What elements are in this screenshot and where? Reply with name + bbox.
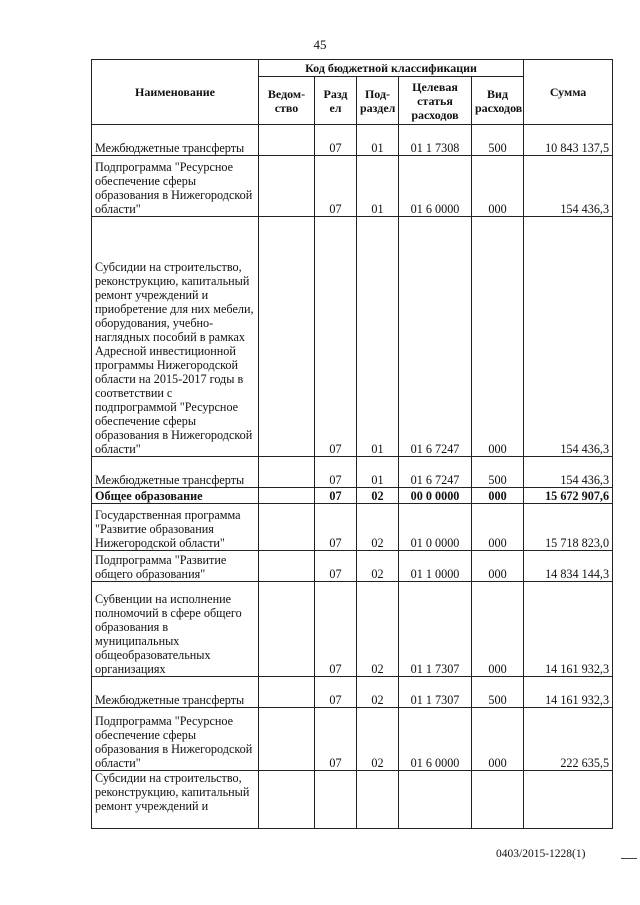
row-podrazdel-cell: 02 <box>357 582 399 677</box>
row-razdel-cell <box>315 771 357 829</box>
row-name-cell: Общее образование <box>92 488 259 504</box>
row-target-article-cell <box>399 771 472 829</box>
row-razdel-cell: 07 <box>315 217 357 457</box>
row-expense-type-cell: 500 <box>472 125 524 156</box>
row-podrazdel-cell: 01 <box>357 457 399 488</box>
row-podrazdel-cell: 02 <box>357 708 399 771</box>
table-row <box>92 771 613 829</box>
row-vedomstvo-cell <box>259 771 315 829</box>
row-podrazdel-cell: 01 <box>357 125 399 156</box>
row-razdel-cell: 07 <box>315 504 357 551</box>
row-sum-cell <box>524 771 613 829</box>
row-name-cell: Субсидии на строительство, реконструкцию, капитальный ремонт учреждений и приобретение для них мебели, оборудования, учебно-наглядных пособий в рамках Адресной инвестиционной программы Нижегородской области на 2015-2017 годы в соответствии с подпрограммой "Ресурсное обеспечение сферы образования в Нижегородской области" <box>92 217 259 457</box>
row-name-cell: Государственная программа "Развитие образования Нижегородской области" <box>92 504 259 551</box>
row-sum-cell: 15 718 823,0 <box>524 504 613 551</box>
row-expense-type-cell: 500 <box>472 457 524 488</box>
header-sum: Сумма <box>524 60 613 125</box>
row-target-article-cell: 01 1 7307 <box>399 582 472 677</box>
row-sum-cell: 154 436,3 <box>524 457 613 488</box>
row-expense-type-cell: 000 <box>472 582 524 677</box>
row-target-article-cell: 01 1 7307 <box>399 677 472 708</box>
header-podrazdel: Под-раздел <box>357 77 399 125</box>
row-target-article-cell: 01 6 0000 <box>399 156 472 217</box>
row-sum-cell: 14 834 144,3 <box>524 551 613 582</box>
corner-dash <box>621 858 637 859</box>
row-razdel-cell: 07 <box>315 125 357 156</box>
row-razdel-cell: 07 <box>315 156 357 217</box>
row-expense-type-cell: 000 <box>472 708 524 771</box>
table-row <box>92 708 613 771</box>
table-row <box>92 551 613 582</box>
row-podrazdel-cell: 02 <box>357 488 399 504</box>
row-name-cell: Субсидии на строительство, реконструкцию, капитальный ремонт учреждений и <box>92 771 259 829</box>
header-classification-group: Код бюджетной классификации <box>259 60 524 77</box>
row-expense-type-cell: 000 <box>472 551 524 582</box>
row-expense-type-cell: 500 <box>472 677 524 708</box>
table-row <box>92 504 613 551</box>
row-razdel-cell: 07 <box>315 488 357 504</box>
budget-table <box>91 59 613 829</box>
page-number: 45 <box>313 37 327 52</box>
row-target-article-cell: 01 6 7247 <box>399 217 472 457</box>
row-podrazdel-cell: 01 <box>357 217 399 457</box>
table-row <box>92 156 613 217</box>
row-name-cell: Межбюджетные трансферты <box>92 677 259 708</box>
table-row <box>92 582 613 677</box>
table-row <box>92 677 613 708</box>
header-target-article: Целевая статья расходов <box>399 77 472 125</box>
row-name-cell: Межбюджетные трансферты <box>92 125 259 156</box>
row-sum-cell: 14 161 932,3 <box>524 582 613 677</box>
header-expense-type: Вид расходов <box>472 77 524 125</box>
row-razdel-cell: 07 <box>315 708 357 771</box>
row-expense-type-cell <box>472 771 524 829</box>
row-name-cell: Подпрограмма "Ресурсное обеспечение сферы образования в Нижегородской области" <box>92 156 259 217</box>
row-target-article-cell: 01 6 7247 <box>399 457 472 488</box>
table-row <box>92 125 613 156</box>
row-expense-type-cell: 000 <box>472 156 524 217</box>
row-sum-cell: 154 436,3 <box>524 156 613 217</box>
row-podrazdel-cell: 02 <box>357 677 399 708</box>
row-razdel-cell: 07 <box>315 457 357 488</box>
row-vedomstvo-cell <box>259 504 315 551</box>
row-target-article-cell: 01 1 7308 <box>399 125 472 156</box>
row-razdel-cell: 07 <box>315 551 357 582</box>
row-vedomstvo-cell <box>259 708 315 771</box>
row-sum-cell: 154 436,3 <box>524 217 613 457</box>
row-sum-cell: 15 672 907,6 <box>524 488 613 504</box>
row-podrazdel-cell: 02 <box>357 504 399 551</box>
row-vedomstvo-cell <box>259 457 315 488</box>
row-target-article-cell: 01 1 0000 <box>399 551 472 582</box>
row-target-article-cell: 00 0 0000 <box>399 488 472 504</box>
row-vedomstvo-cell <box>259 156 315 217</box>
row-vedomstvo-cell <box>259 125 315 156</box>
header-razdel: Разд ел <box>315 77 357 125</box>
row-name-cell: Подпрограмма "Ресурсное обеспечение сферы образования в Нижегородской области" <box>92 708 259 771</box>
row-expense-type-cell: 000 <box>472 488 524 504</box>
table-row <box>92 488 613 504</box>
document-code: 0403/2015-1228(1) <box>496 848 586 860</box>
row-vedomstvo-cell <box>259 677 315 708</box>
header-vedomstvo: Ведом-ство <box>259 77 315 125</box>
row-razdel-cell: 07 <box>315 677 357 708</box>
row-podrazdel-cell: 01 <box>357 156 399 217</box>
row-vedomstvo-cell <box>259 488 315 504</box>
row-name-cell: Межбюджетные трансферты <box>92 457 259 488</box>
row-expense-type-cell: 000 <box>472 217 524 457</box>
row-vedomstvo-cell <box>259 551 315 582</box>
row-vedomstvo-cell <box>259 582 315 677</box>
row-expense-type-cell: 000 <box>472 504 524 551</box>
row-razdel-cell: 07 <box>315 582 357 677</box>
row-sum-cell: 222 635,5 <box>524 708 613 771</box>
row-name-cell: Подпрограмма "Развитие общего образования" <box>92 551 259 582</box>
table-row <box>92 217 613 457</box>
row-target-article-cell: 01 0 0000 <box>399 504 472 551</box>
row-sum-cell: 14 161 932,3 <box>524 677 613 708</box>
row-podrazdel-cell <box>357 771 399 829</box>
row-name-cell: Субвенции на исполнение полномочий в сфере общего образования в муниципальных общеобразовательных организациях <box>92 582 259 677</box>
table-row <box>92 457 613 488</box>
row-podrazdel-cell: 02 <box>357 551 399 582</box>
header-name: Наименование <box>92 60 259 125</box>
row-sum-cell: 10 843 137,5 <box>524 125 613 156</box>
row-target-article-cell: 01 6 0000 <box>399 708 472 771</box>
row-vedomstvo-cell <box>259 217 315 457</box>
